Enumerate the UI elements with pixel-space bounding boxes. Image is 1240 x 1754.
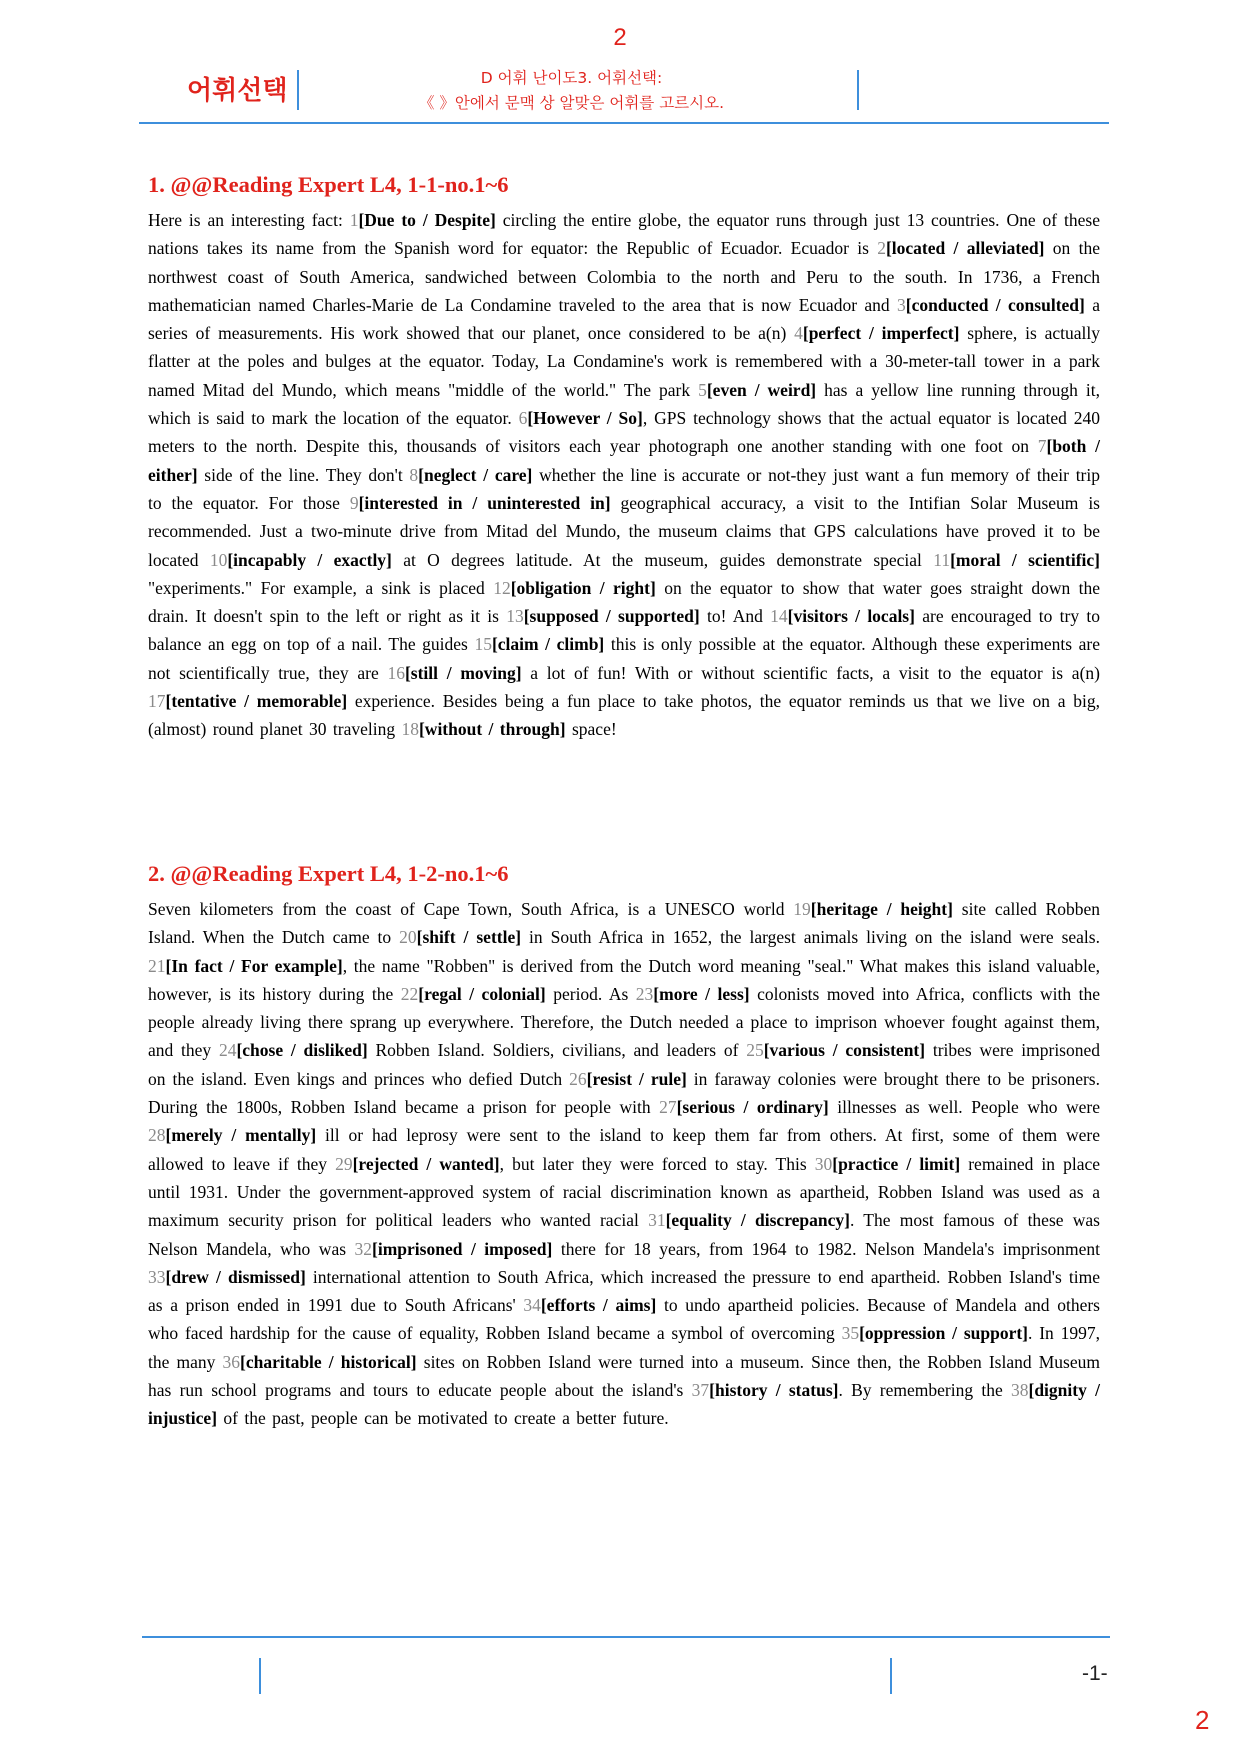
header-title: 어휘선택 [187, 76, 288, 106]
passage-text-run: remained in place until 1931. Under the government-approved system of racial discrimination known as apartheid, Robben Island was used as a maximum security prison for political leaders who wanted racial [148, 1153, 1100, 1231]
word-choice-bracket: [without / through] [418, 719, 566, 740]
question-number: 24 [218, 1040, 237, 1061]
word-choice-bracket: [drew / dismissed] [165, 1266, 306, 1287]
question-number: 23 [635, 983, 654, 1004]
passage-text-run: , the name "Robben" is derived from the Dutch word meaning "seal." What makes this island valuable, however, is its history during the [148, 955, 1100, 1004]
question-number: 7 [1037, 436, 1047, 457]
question-number: 32 [354, 1238, 373, 1259]
passage-text-run: illnesses as well. People who were [828, 1097, 1100, 1118]
passage-text-run: has a yellow line running through it, which is said to mark the location of the equator. [148, 379, 1100, 429]
passage-section-2 [148, 861, 1100, 1433]
question-number: 21 [148, 955, 166, 976]
passage-text-run: on the northwest coast of South America, sandwiched between Colombia to the north and Peru to the south. In 1736, a French mathematician named Charles-Marie de La Condamine traveled to the area that is now Ecuador and [148, 238, 1100, 315]
passage-text-run: at O degrees latitude. At the museum, guides demonstrate special [391, 549, 934, 570]
header-divider [857, 70, 859, 110]
word-choice-bracket: [Due to / Despite] [358, 210, 496, 230]
word-choice-bracket: [obligation / right] [510, 577, 656, 598]
question-number: 3 [897, 294, 906, 315]
passage-text [148, 206, 1100, 744]
question-number: 38 [1011, 1380, 1029, 1401]
passage-text-run: site called Robben Island. When the Dutch came to [148, 899, 1100, 948]
word-choice-bracket: [charitable / historical] [240, 1351, 417, 1372]
question-number: 8 [409, 464, 419, 485]
passage-text-run: space! [565, 719, 617, 740]
word-choice-bracket: [regal / colonial] [418, 983, 546, 1004]
question-number: 16 [387, 662, 405, 683]
word-choice-bracket: [efforts / aims] [540, 1295, 657, 1316]
question-number: 35 [841, 1323, 860, 1344]
passage-text-run: Seven kilometers from the coast of Cape Town, South Africa, is a UNESCO world [148, 899, 794, 919]
passage-text-run: . In 1997, the many [148, 1323, 1100, 1372]
section-title: 2. @@Reading Expert L4, 1-2-no.1~6 [148, 861, 509, 886]
question-number: 19 [793, 899, 811, 919]
passage-text-run: period. As [545, 983, 636, 1004]
header-rule [139, 122, 1109, 124]
page-header [139, 58, 1109, 124]
header-divider [297, 70, 299, 110]
word-choice-bracket: [conducted / consulted] [905, 294, 1085, 315]
passage-text-run: colonists moved into Africa, conflicts with the people already living there sprang up everywhere. Therefore, the Dutch needed a place to imprison whoever fought against them, and they [148, 983, 1101, 1061]
question-number: 34 [523, 1295, 541, 1316]
question-number: 33 [148, 1266, 166, 1287]
page-number-corner: 2 [1195, 1705, 1210, 1735]
question-number: 36 [222, 1351, 241, 1372]
passage-text-run: "experiments." For example, a sink is placed [148, 577, 494, 598]
instruction-line-1: D 어휘 난이도3. 어휘선택: [480, 69, 663, 87]
passage-text-run: , but later they were forced to stay. This [499, 1153, 815, 1174]
passage-text-run: geographical accuracy, a visit to the Intifian Solar Museum is recommended. Just a two-minute drive from Mitad del Mundo, the museum claims that GPS calculations have proved it to be located [148, 492, 1100, 570]
question-number: 28 [148, 1125, 166, 1146]
passage-text-run: there for 18 years, from 1964 to 1982. Nelson Mandela's imprisonment [552, 1238, 1100, 1259]
passage-text-run: circling the entire globe, the equator runs through just 13 countries. One of these nations takes its name from the Spanish word for equator: the Republic of Ecuador. Ecuador is [148, 210, 1100, 259]
passage-text-run: are encouraged to try to balance an egg on top of a nail. The guides [148, 606, 1100, 655]
question-number: 6 [518, 408, 528, 429]
question-number: 9 [349, 492, 359, 513]
question-number: 30 [814, 1153, 833, 1174]
passage-text-run: to undo apartheid policies. Because of Mandela and others who faced hardship for the cause of equality, Robben Island became a symbol of overcoming [148, 1295, 1100, 1344]
passage-text-run: Robben Island. Soldiers, civilians, and leaders of [367, 1040, 747, 1061]
word-choice-bracket: [dignity / injustice] [148, 1380, 1100, 1429]
question-number: 11 [933, 549, 951, 570]
question-number: 29 [335, 1153, 353, 1174]
question-number: 13 [506, 606, 524, 627]
passage-text-run: . The most famous of these was Nelson Mandela, who was [148, 1210, 1100, 1259]
question-number: 25 [746, 1040, 764, 1061]
question-number: 26 [569, 1068, 587, 1089]
footer-page-number: -1- [1082, 1662, 1108, 1685]
question-number: 15 [474, 634, 492, 655]
footer-rule [142, 1636, 1110, 1638]
passage-text-run: sites on Robben Island were turned into a museum. Since then, the Robben Island Museum has run school programs and tours to educate people about the island's [148, 1351, 1101, 1401]
question-number: 4 [794, 323, 803, 344]
word-choice-bracket: [serious / ordinary] [676, 1097, 829, 1118]
word-choice-bracket: [claim / climb] [491, 634, 605, 655]
passage-text-run: whether the line is accurate or not-they just want a fun memory of their trip to the equator. For those [148, 464, 1100, 513]
passage-text-run: , GPS technology shows that the actual equator is located 240 meters to the north. Despite this, thousands of visitors each year photograph one another standing with one foot on [148, 408, 1100, 457]
passage-text-run: this is only possible at the equator. Although these experiments are not scientifically true, they are [148, 634, 1100, 683]
word-choice-bracket: [various / consistent] [763, 1040, 926, 1061]
word-choice-bracket: [practice / limit] [832, 1153, 961, 1174]
section-title: 1. @@Reading Expert L4, 1-1-no.1~6 [148, 172, 509, 197]
word-choice-bracket: [moral / scientific] [950, 549, 1101, 570]
question-number: 1 [349, 210, 359, 230]
passage-text-run: in South Africa in 1652, the largest animals living on the island were seals. [521, 927, 1100, 948]
word-choice-bracket: [imprisoned / imposed] [372, 1238, 553, 1259]
passage-text-run: Here is an interesting fact: [148, 210, 350, 230]
question-number: 18 [401, 719, 419, 740]
question-number: 27 [659, 1097, 677, 1118]
word-choice-bracket: [both / either] [148, 436, 1100, 485]
passage-text-run: of the past, people can be motivated to create a better future. [217, 1408, 669, 1429]
footer-divider [259, 1658, 261, 1694]
passage-text-run: side of the line. They don't [197, 464, 410, 485]
passage-text-run: a series of measurements. His work showed that our planet, once considered to be a(n) [148, 294, 1100, 344]
word-choice-bracket: [supposed / supported] [523, 606, 700, 627]
question-number: 22 [400, 983, 419, 1004]
passage-text-run: . By remembering the [838, 1380, 1011, 1401]
word-choice-bracket: [neglect / care] [418, 464, 533, 485]
word-choice-bracket: [still / moving] [404, 662, 522, 683]
question-number: 10 [209, 549, 228, 570]
question-number: 17 [148, 691, 166, 712]
passage-text-run: international attention to South Africa, which increased the pressure to end apartheid. Robben Island's time as a prison ended in 1991 due to South Africans' [148, 1266, 1100, 1316]
word-choice-bracket: [resist / rule] [586, 1068, 687, 1089]
word-choice-bracket: [history / status] [709, 1380, 839, 1401]
word-choice-bracket: [rejected / wanted] [352, 1153, 500, 1174]
word-choice-bracket: [even / weird] [706, 379, 817, 400]
word-choice-bracket: [oppression / support] [859, 1323, 1029, 1344]
passage-text-run: a lot of fun! With or without scientific facts, a visit to the equator is a(n) [521, 662, 1100, 683]
question-number: 14 [770, 606, 788, 627]
word-choice-bracket: [heritage / height] [810, 899, 953, 919]
header-instruction [334, 66, 809, 116]
passage-text-run: tribes were imprisoned on the island. Even kings and princes who defied Dutch [148, 1040, 1101, 1089]
question-number: 12 [493, 577, 511, 598]
passage-text-run: in faraway colonies were brought there to be prisoners. During the 1800s, Robben Island became a prison for people with [148, 1068, 1100, 1118]
word-choice-bracket: [tentative / memorable] [165, 691, 348, 712]
question-number: 2 [877, 238, 886, 259]
page-number-top: 2 [613, 24, 627, 51]
question-number: 5 [698, 379, 707, 400]
passage-text-run: experience. Besides being a fun place to take photos, the equator reminds us that we live on a big, (almost) round planet 30 traveling [148, 691, 1100, 740]
question-number: 20 [399, 927, 417, 948]
passage-text-run: on the equator to show that water goes straight down the drain. It doesn't spin to the left or right as it is [148, 577, 1100, 627]
word-choice-bracket: [In fact / For example] [165, 955, 343, 976]
word-choice-bracket: [visitors / locals] [787, 606, 915, 627]
passage-text-run: sphere, is actually flatter at the poles and bulges at the equator. Today, La Condamine's work is remembered with a 30-meter-tall tower in a park named Mitad del Mundo, which means "middle of the world." The park [148, 323, 1101, 400]
word-choice-bracket: [shift / settle] [416, 927, 522, 948]
word-choice-bracket: [perfect / imperfect] [802, 323, 960, 344]
passage-text [148, 895, 1100, 1433]
word-choice-bracket: [interested in / uninterested in] [358, 492, 611, 513]
question-number: 31 [648, 1210, 666, 1231]
word-choice-bracket: [However / So] [527, 408, 643, 429]
passage-section-1 [148, 172, 1100, 744]
instruction-line-2: 《 》안에서 문맥 상 알맞은 어휘를 고르시오. [418, 94, 725, 112]
word-choice-bracket: [merely / mentally] [165, 1125, 317, 1146]
word-choice-bracket: [incapably / exactly] [227, 549, 392, 570]
word-choice-bracket: [more / less] [653, 983, 750, 1004]
word-choice-bracket: [chose / disliked] [236, 1040, 368, 1061]
passage-text-run: ill or had leprosy were sent to the island to keep them far from others. At first, some of them were allowed to leave if they [148, 1125, 1100, 1174]
question-number: 37 [691, 1380, 710, 1401]
footer-divider [890, 1658, 892, 1694]
word-choice-bracket: [equality / discrepancy] [665, 1210, 850, 1231]
word-choice-bracket: [located / alleviated] [885, 238, 1045, 259]
passage-text-run: to! And [699, 606, 771, 627]
